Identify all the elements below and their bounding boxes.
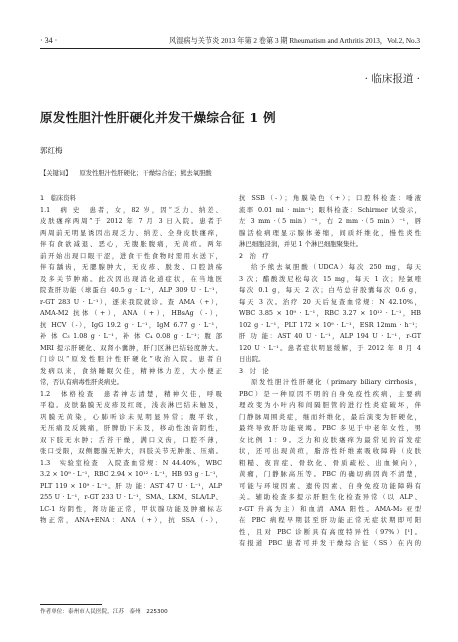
text-line: 双下肢无水肿；舌苔干燥，满口义齿，口腔不薄， xyxy=(40,435,222,444)
text-line: 每天 3 次。治疗 20 天后复查血常规：N 42.10%， xyxy=(239,297,421,306)
text-line: 肝 功 能：AST 40 U · L⁻¹，ALP 194 U · L⁻¹，r-GT xyxy=(239,332,421,340)
text-line: 粗糙、夜盲症、骨软化、骨质疏松、出血倾向）， xyxy=(239,458,421,467)
text-line: r-GT 283 U · L⁻¹），逐来我院就诊。查 AMA（+）， xyxy=(40,297,222,306)
text-line: 1.1 病 史 患者，女，82 岁，因“乏力、纳差、 xyxy=(40,205,222,214)
text-line: 状，还可出现黄疸，脂溶性纤维素吸收障碍（皮肤 xyxy=(239,447,421,455)
text-line: 伴有食欲减退、恶心，无腹胀腹痛，无黄疸。两年 xyxy=(40,240,222,248)
text-line: 平稳。皮肤黏膜无皮疹及红斑，浅表淋巴结未触及， xyxy=(40,401,222,409)
text-line: 淋巴细胞浸润，并见 1 个淋巴细胞聚集灶。 xyxy=(239,240,363,248)
text-line: 每次 0.1 g，每天 2 次；白芍总苷胶囊每次 0.6 g， xyxy=(239,286,421,294)
text-line: MRI 提示肝硬化、双肾小囊肿，肝门区淋巴结轻度肿大。 xyxy=(40,343,222,352)
text-line: 张口受限，双侧腮腺无肿大，四肢关节无肿胀、压痛。 xyxy=(40,447,222,455)
keywords-label: 【关键词】 xyxy=(40,170,72,177)
journal-header: 风湿病与关节炎 2013 年第 2 卷第 3 期 Rheumatism and Arthritis 2013，Vol.2, No.3 xyxy=(168,37,420,45)
text-line: 日出院。 xyxy=(239,355,265,363)
text-line: 理改变为小叶内和间隔胆管的进行性炎症破坏，伴 xyxy=(239,401,421,409)
text-line: PLT 119 × 10⁹ · L⁻¹。肝 功 能：AST 47 U · L⁻¹，ALP xyxy=(40,481,222,490)
author-name: 郭红梅 xyxy=(40,146,63,155)
text-line: 有报道 PBC 患者可并发干燥综合征（SS）在内的 xyxy=(239,539,421,547)
text-line: 两周前无明显诱因出现乏力、纳差、全身皮肤瘙痒， xyxy=(40,228,222,237)
author-affiliation: 作者单位：泰州市人民医院，江苏 泰州 225300 xyxy=(40,609,168,615)
text-line: 性，且对 PBC 诊断具有高度特异性（97%）[¹]。 xyxy=(239,527,421,536)
text-line: 左 3 mm ·（5 min）⁻¹，右 2 mm ·（5 min）⁻¹，唇 xyxy=(239,217,421,225)
text-line: AMA-M2 抗体（+），ANA（+），HBsAg（-）， xyxy=(40,309,222,317)
text-line: 物正常，ANA+ENA：ANA（+），抗 SSA（-）， xyxy=(40,516,222,524)
keywords xyxy=(40,169,420,178)
text-line: 120 U · L⁻¹。患者症状明显缓解，于 2012 年 8 月 4 xyxy=(239,343,421,352)
text-line: 1.3 实验室检查 入院查血常规：N 44.40%，WBC xyxy=(40,458,222,467)
text-line: 腺活检病理显示腺体萎缩，间质纤维化，慢性炎性 xyxy=(239,228,421,237)
text-line: 抗 SSB（-）；角膜染色（+）；口腔科检查：唾液 xyxy=(239,194,421,202)
text-line: 1.2 体格检查 患者神志清楚，精神欠佳，呼吸 xyxy=(40,389,222,398)
text-line: 发病以来，食纳睡眠欠佳，精神体力差，大小便正 xyxy=(40,366,222,375)
text-line: 黄瘤，门静脉高压等。PBC 的确切病因尚不清楚， xyxy=(239,470,421,478)
text-line: 门静脉周围炎症，继而纤维化，最后演变为肝硬化， xyxy=(239,412,421,421)
text-line: 门诊以“原发性胆汁性肝硬化”收治入院。患者自 xyxy=(40,355,222,363)
text-line: 102 g · L⁻¹，PLT 172 × 10⁹ · L⁻¹，ESR 12mm · h⁻¹； xyxy=(239,320,421,329)
text-line: 院查肝功能（球蛋白 40.5 g · L⁻¹，ALP 309 U · L⁻¹， xyxy=(40,286,222,294)
footnote-rule xyxy=(40,604,102,605)
text-line: 巩膜无黄染，心肺听诊未见明显异常；腹平软， xyxy=(40,412,222,421)
text-line: 1 临床资料 xyxy=(40,194,77,202)
article-title: 原发性胆汁性肝硬化并发干燥综合征 1 例 xyxy=(40,110,276,125)
text-line: 最终导致肝功能衰竭。PBC 多见于中老年女性，男 xyxy=(239,424,421,432)
text-line: PBC）是一种原因不明的自身免疫性疾病，主要病 xyxy=(239,389,421,398)
text-line: 255 U · L⁻¹，r-GT 233 U · L⁻¹，SMA、LKM、SLA/LP、 xyxy=(40,493,222,501)
text-line: 3 次；醋酸泼尼松每次 15 mg，每天 1 次；羟氯喹 xyxy=(239,274,421,283)
text-line: LC-1 均阴性，肾功能正常，甲状腺功能及肿瘤标志 xyxy=(40,504,222,513)
text-line: 前开始出现口眼干涩，进食干性食物时需用水送下， xyxy=(40,251,222,260)
text-line: 3.2 × 10⁹ · L⁻¹，RBC 2.94 × 10¹² · L⁻¹，HB 93 g · L⁻¹， xyxy=(40,470,222,478)
text-line: 无压痛及反跳痛，肝脾肋下未及，移动性浊音阴性， xyxy=(40,424,222,432)
text-line: 皮肤瘙痒两周”于 2012 年 7 月 3 日入院。患者于 xyxy=(40,217,222,225)
text-line: 女比例 1：9。乏力和皮肤瘙痒为最常见的首发症 xyxy=(239,435,421,444)
page-number: · 34 · xyxy=(40,36,58,45)
text-line: 抗 HCV（-），IgG 19.2 g · L⁻¹，IgM 6.77 g · L⁻¹， xyxy=(40,320,222,329)
text-line: 流率 0.01 ml · min⁻¹；眼科检查：Schirmer 试验示， xyxy=(239,205,421,214)
text-line: 2 治 疗 xyxy=(239,251,269,260)
header-rule xyxy=(40,48,420,49)
text-line: 可能与环境因素、遗传因素、自身免疫功能障碍有 xyxy=(239,481,421,490)
text-line: 原发性胆汁性肝硬化（primary biliary cirrhosis， xyxy=(251,378,421,386)
text-line: 关。辅助检查多提示肝胆生化检查异常（以 ALP、 xyxy=(239,493,421,501)
right-column xyxy=(239,193,421,550)
text-line: r-GT 升高为主）和血清 AMA 阳性。AMA-M₂ 亚型 xyxy=(239,504,421,513)
text-line: 在 PBC 病程早期甚至肝功能正常无症状期即可阳 xyxy=(239,516,421,524)
text-line: 及多关节肿痛。此次因出现消化道症状，在当地医 xyxy=(40,274,222,283)
text-line: 3 讨 论 xyxy=(239,366,269,375)
text-line: 给予熊去氧胆酸（UDCA）每次 250 mg，每天 xyxy=(251,263,421,271)
text-line: 补 体 C₃ 1.08 g · L⁻¹，补 体 C₄ 0.08 g · L⁻¹；腹 部 xyxy=(40,332,222,340)
text-line: 伴有龋齿，无腮腺肿大，无皮疹、脱发、口腔溃疡 xyxy=(40,263,222,271)
left-column xyxy=(40,193,222,527)
keywords-terms: 原发性胆汁性肝硬化；干燥综合征；熊去氧胆酸 xyxy=(79,170,212,177)
text-line: 常，否认有病毒性肝炎病史。 xyxy=(40,378,124,386)
section-tag: · 临床报道 · xyxy=(364,73,420,85)
text-line: WBC 3.85 × 10⁹ · L⁻¹，RBC 3.27 × 10¹² · L⁻¹，HB xyxy=(239,309,421,317)
